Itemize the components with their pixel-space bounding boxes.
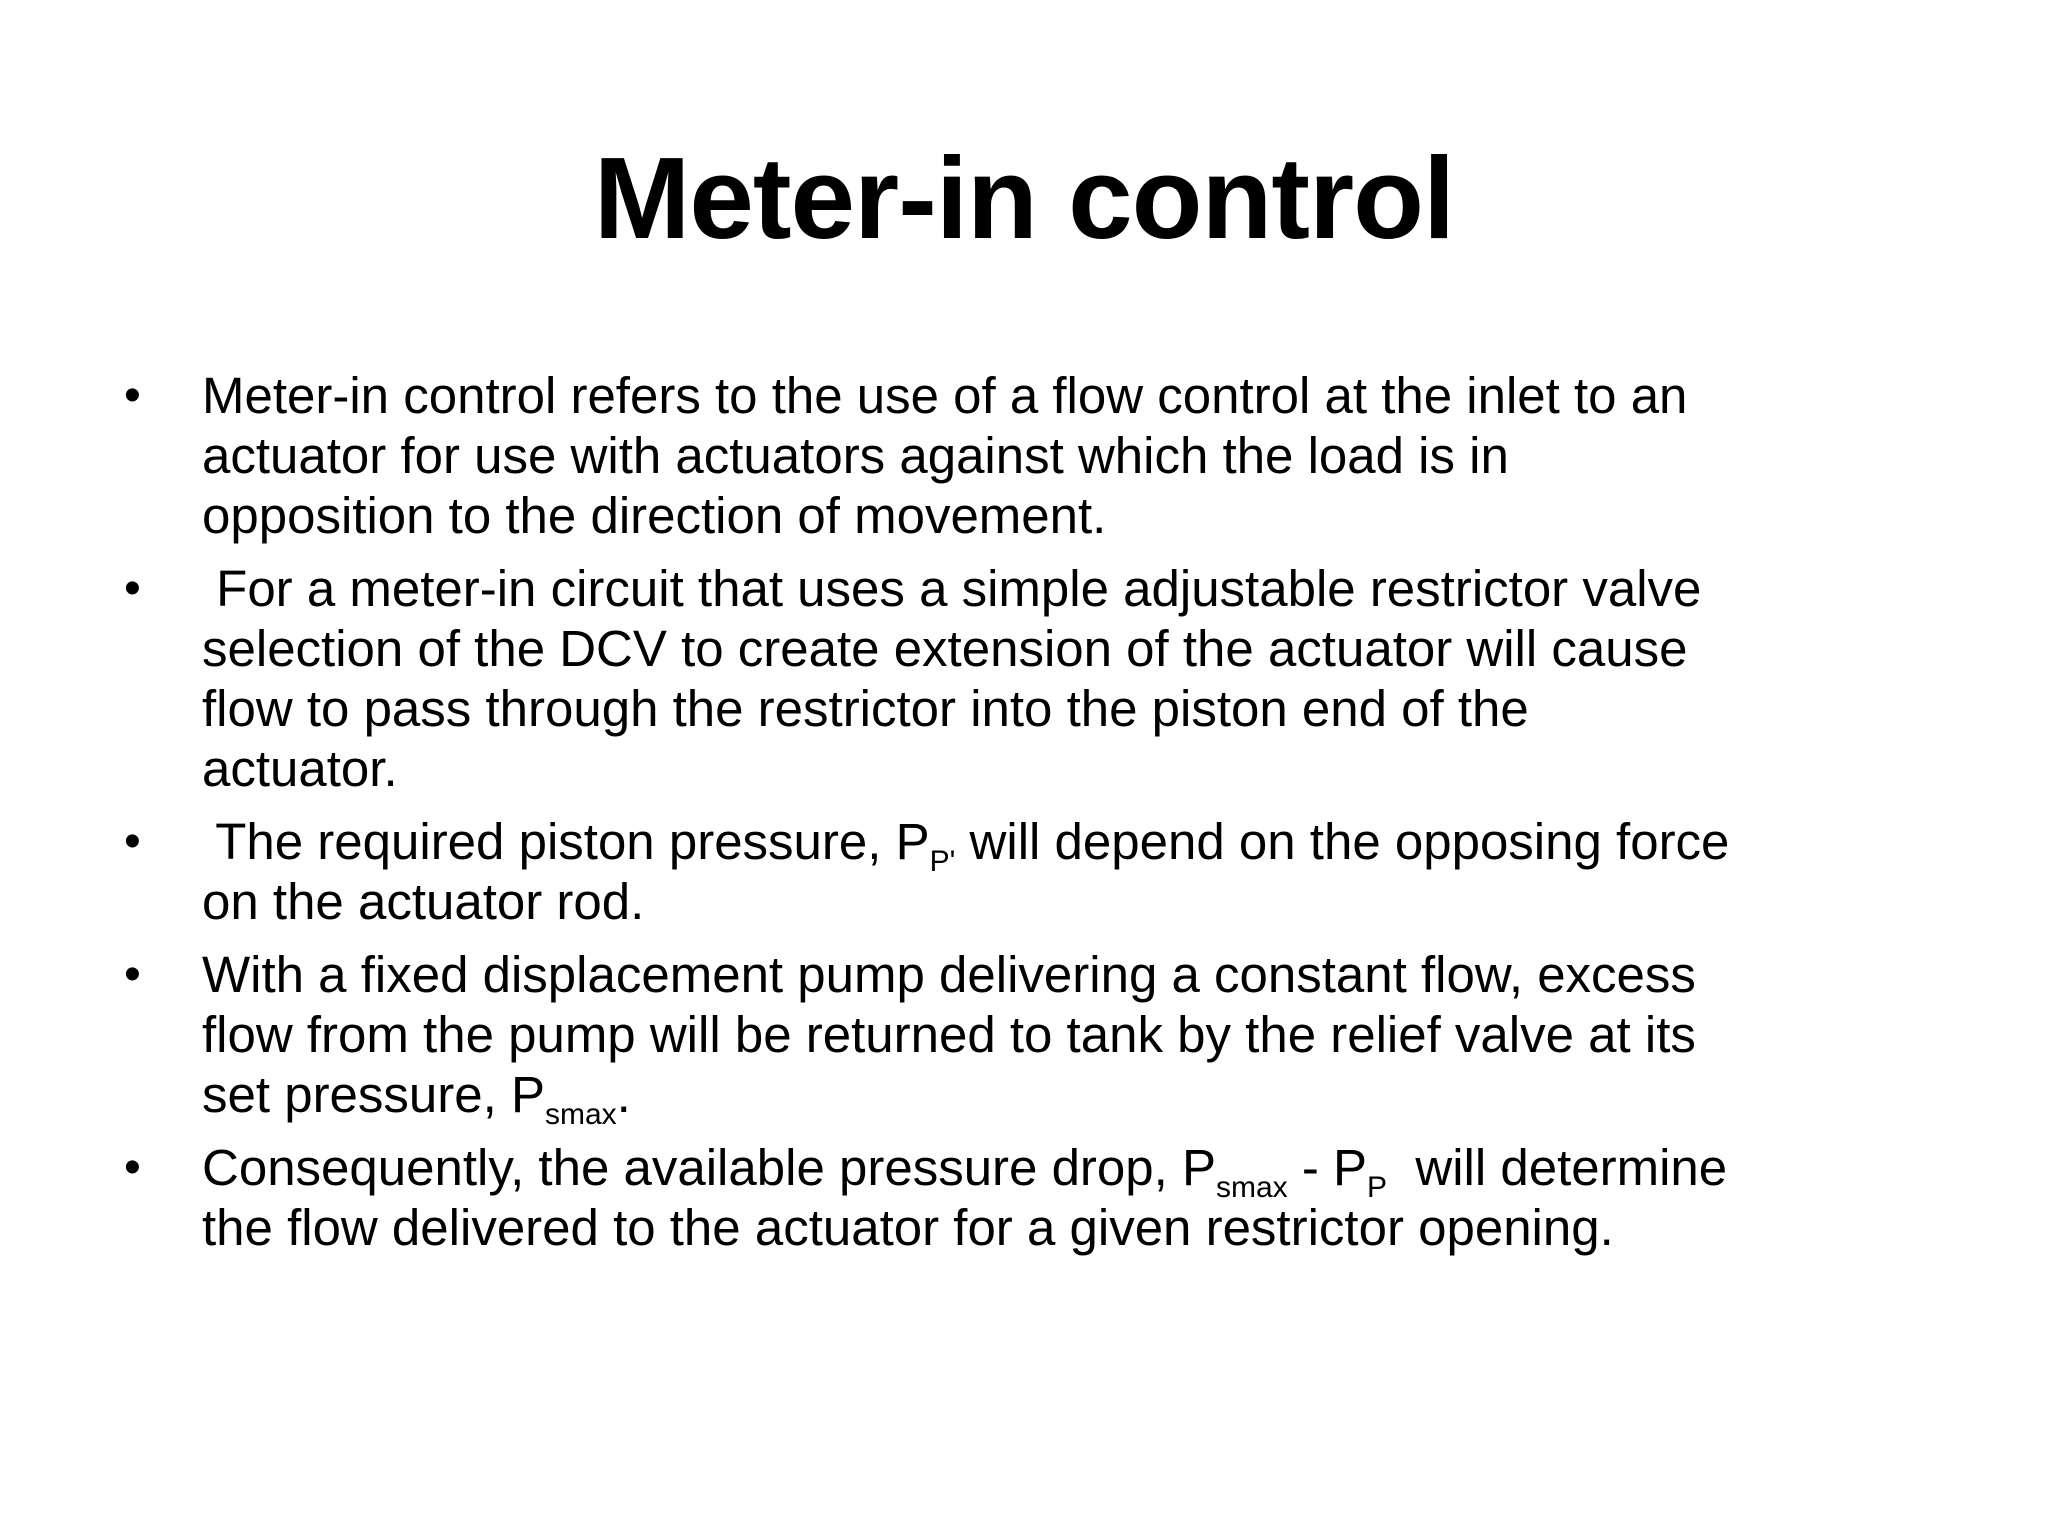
bullet-4-line-1: With a fixed displacement pump delivering a constant flow, excess — [202, 946, 1696, 1003]
bullet-item-5 — [124, 1138, 1954, 1258]
bullet-4-text-post: . — [616, 1066, 631, 1123]
bullet-item-3 — [124, 812, 1954, 932]
bullet-3-line-2: on the actuator rod. — [202, 873, 645, 930]
bullet-dot-icon: • — [124, 948, 141, 1001]
subscript-smax: smax — [544, 1098, 617, 1131]
subscript-smax: smax — [1216, 1171, 1288, 1204]
bullet-3-line-1 — [202, 812, 1954, 878]
bullet-item-1 — [124, 366, 1954, 546]
bullet-4-line-3 — [202, 1065, 1954, 1131]
bullet-3-text-post: will depend on the opposing force — [955, 813, 1730, 870]
bullet-dot-icon: • — [124, 369, 141, 422]
bullet-5-text-mid: - P — [1287, 1139, 1368, 1196]
bullet-5-line-1 — [202, 1138, 1954, 1204]
subscript-pp: P' — [929, 845, 956, 878]
bullet-3-text-pre: The required piston pressure, P — [202, 813, 930, 870]
bullet-5-line-2: the flow delivered to the actuator for a given restrictor opening. — [202, 1199, 1614, 1256]
bullet-5-text-post: will determine — [1387, 1139, 1728, 1196]
bullet-4-line-2: flow from the pump will be returned to tank by the relief valve at its — [202, 1006, 1696, 1063]
bullet-1-line-3: opposition to the direction of movement. — [202, 487, 1107, 544]
bullet-item-2 — [124, 559, 1954, 799]
bullet-dot-icon: • — [124, 1141, 141, 1194]
bullet-1-line-1: Meter-in control refers to the use of a flow control at the inlet to an — [202, 367, 1688, 424]
slide-title: Meter-in control — [593, 133, 1455, 263]
bullet-2-line-4: actuator. — [202, 740, 398, 797]
bullet-list — [124, 366, 1954, 1271]
bullet-2-line-3: flow to pass through the restrictor into the piston end of the — [202, 680, 1529, 737]
bullet-5-text-pre: Consequently, the available pressure drop, P — [202, 1139, 1216, 1196]
bullet-2-line-2: selection of the DCV to create extension of the actuator will cause — [202, 620, 1688, 677]
bullet-4-text-pre: set pressure, P — [202, 1066, 545, 1123]
bullet-dot-icon: • — [124, 562, 141, 615]
bullet-dot-icon: • — [124, 815, 141, 868]
subscript-p: P — [1367, 1171, 1388, 1204]
bullet-item-4 — [124, 945, 1954, 1131]
bullet-1-line-2: actuator for use with actuators against which the load is in — [202, 427, 1509, 484]
bullet-2-line-1: For a meter-in circuit that uses a simple adjustable restrictor valve — [202, 560, 1702, 617]
